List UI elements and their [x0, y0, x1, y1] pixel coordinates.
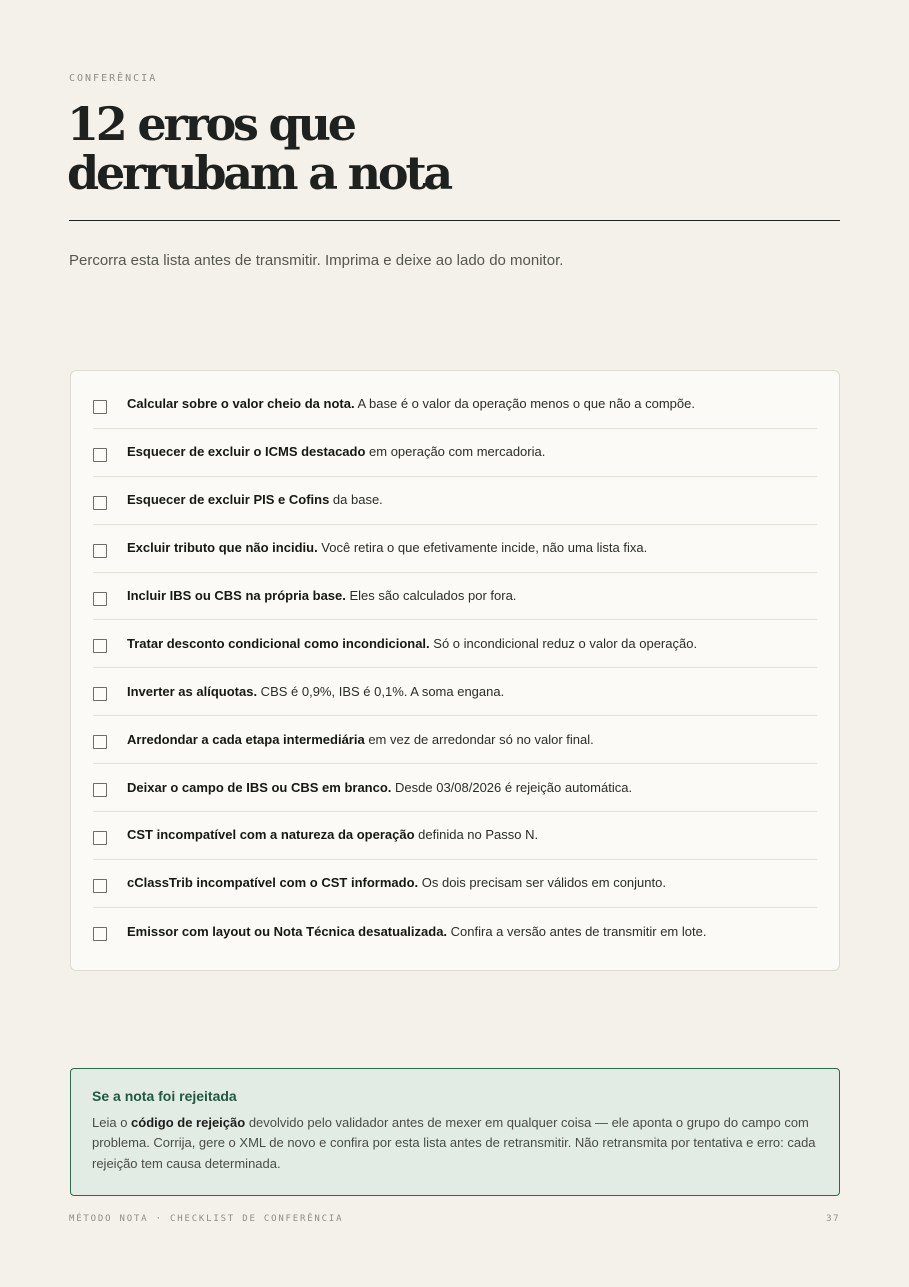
checklist-item-text: [127, 587, 516, 605]
title-divider: [69, 220, 840, 221]
checklist-item-text: [127, 443, 545, 461]
footer-label: MÉTODO NOTA · CHECKLIST DE CONFERÊNCIA: [69, 1214, 344, 1224]
callout-title: Se a nota foi rejeitada: [92, 1088, 237, 1104]
checklist-item-bold: Tratar desconto condicional como incondicional.: [127, 635, 430, 651]
checklist-item-text: [127, 395, 695, 413]
checklist-item: [93, 525, 817, 573]
checklist-item: [93, 668, 817, 716]
checklist-item-text: [127, 635, 697, 653]
checklist-item: [93, 620, 817, 668]
checklist-item-rest: A base é o valor da operação menos o que não a compõe.: [354, 396, 695, 412]
checklist-item-text: [127, 779, 632, 797]
checkbox[interactable]: [93, 687, 107, 701]
checklist-item-bold: Esquecer de excluir o ICMS destacado: [127, 444, 366, 460]
checklist-item: [93, 429, 817, 477]
intro-text: Percorra esta lista antes de transmitir. Imprima e deixe ao lado do monitor.: [69, 252, 564, 269]
checkbox[interactable]: [93, 400, 107, 414]
checklist-item-text: [127, 731, 594, 749]
checklist-item-rest: Desde 03/08/2026 é rejeição automática.: [391, 779, 633, 795]
checklist-item-rest: em vez de arredondar só no valor final.: [364, 731, 594, 747]
checklist-item-bold: Calcular sobre o valor cheio da nota.: [127, 396, 355, 412]
page-title-line-2: derrubam a nota: [67, 146, 451, 200]
checkbox[interactable]: [93, 831, 107, 845]
checklist-item-text: [127, 923, 706, 941]
checklist-item: [93, 477, 817, 525]
checklist-item: [93, 812, 817, 860]
checkbox[interactable]: [93, 735, 107, 749]
checklist-item-text: [127, 874, 666, 892]
page-title-line-1: 12 erros que: [67, 97, 354, 151]
checklist-item: [93, 716, 817, 764]
callout-body-bold: código de rejeição: [131, 1115, 246, 1130]
checklist-item: [93, 381, 817, 429]
checkbox[interactable]: [93, 592, 107, 606]
checklist-item-rest: Eles são calculados por fora.: [345, 588, 517, 603]
checklist-item-text: [127, 683, 504, 701]
section-eyebrow: CONFERÊNCIA: [69, 73, 158, 84]
checklist-item-bold: cClassTrib incompatível com o CST informado.: [127, 875, 419, 891]
checklist-item: [93, 908, 817, 956]
checklist-item-bold: Deixar o campo de IBS ou CBS em branco.: [127, 779, 392, 795]
checklist-item-rest: da base.: [329, 492, 383, 508]
page-number: 37: [826, 1214, 840, 1224]
checklist-item-bold: Esquecer de excluir PIS e Cofins: [127, 492, 330, 508]
checkbox[interactable]: [93, 879, 107, 893]
callout-body-prefix: Leia o: [92, 1115, 132, 1130]
checklist-item-rest: Os dois precisam ser válidos em conjunto.: [418, 875, 666, 891]
page-title: [67, 97, 451, 200]
checklist-item-bold: Inverter as alíquotas.: [127, 683, 258, 699]
checkbox[interactable]: [93, 783, 107, 797]
checklist-item-rest: Só o incondicional reduz o valor da operação.: [429, 635, 698, 651]
checklist-item-text: [127, 539, 647, 557]
checklist-item-rest: definida no Passo N.: [414, 827, 539, 843]
checkbox[interactable]: [93, 544, 107, 558]
checklist-item-rest: em operação com mercadoria.: [365, 444, 546, 460]
checklist-item-bold: Arredondar a cada etapa intermediária: [127, 731, 365, 747]
checklist-item: [93, 573, 817, 621]
checklist-card: [70, 370, 840, 971]
checklist-item-bold: CST incompatível com a natureza da operação: [127, 827, 415, 843]
checklist-item: [93, 764, 817, 812]
checklist-item-rest: Você retira o que efetivamente incide, não uma lista fixa.: [317, 540, 648, 556]
rejection-callout: [70, 1068, 840, 1196]
callout-body: [92, 1113, 816, 1174]
checkbox[interactable]: [93, 448, 107, 462]
checkbox[interactable]: [93, 496, 107, 510]
checklist-item-bold: Excluir tributo que não incidiu.: [127, 540, 318, 556]
checklist-item: [93, 860, 817, 908]
checkbox[interactable]: [93, 639, 107, 653]
checklist-item-text: [127, 826, 538, 844]
checklist-item-bold: Emissor com layout ou Nota Técnica desatualizada.: [127, 923, 448, 939]
checkbox[interactable]: [93, 927, 107, 941]
checklist-item-text: [127, 491, 383, 509]
checklist-item-bold: Incluir IBS ou CBS na própria base.: [127, 588, 346, 603]
callout-body-rest: devolvido pelo validador antes de mexer em qualquer coisa — ele aponta o grupo do campo com problema. Corrija, gere o XML de novo e confira por esta lista antes de retransmitir. Não retransmita por tentativa e erro: cada rejeição tem causa determinada.: [92, 1115, 816, 1171]
checklist-item-rest: Confira a versão antes de transmitir em lote.: [447, 923, 707, 939]
checklist-item-rest: CBS é 0,9%, IBS é 0,1%. A soma engana.: [257, 683, 505, 699]
